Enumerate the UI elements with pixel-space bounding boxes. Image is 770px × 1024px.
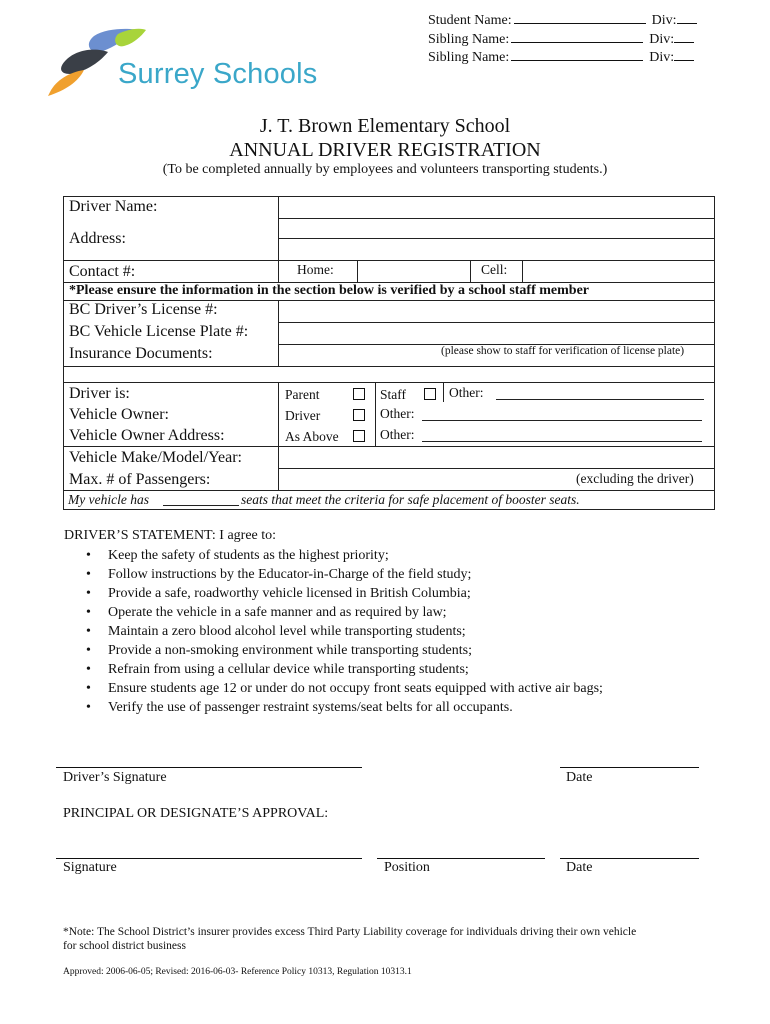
make-model-label: Vehicle Make/Model/Year: bbox=[69, 449, 242, 466]
sibling-name-label: Sibling Name: bbox=[428, 32, 510, 47]
home-label: Home: bbox=[297, 262, 334, 277]
registration-table bbox=[63, 196, 715, 510]
driver-name-label: Driver Name: bbox=[69, 198, 158, 215]
driver-date-label: Date bbox=[566, 770, 593, 785]
position-label: Position bbox=[384, 860, 430, 875]
as-above-checkbox[interactable] bbox=[353, 430, 365, 442]
statement-item: • Provide a non-smoking environment while transporting students; bbox=[86, 641, 603, 660]
verify-note: *Please ensure the information in the section below is verified by a school staff member bbox=[69, 283, 590, 298]
statement-list bbox=[86, 546, 603, 717]
staff-label: Staff bbox=[380, 387, 406, 402]
school-name: J. T. Brown Elementary School bbox=[259, 115, 511, 137]
statement-item: • Ensure students age 12 or under do not occupy front seats equipped with active air bags; bbox=[86, 679, 603, 698]
other-owner-field[interactable] bbox=[422, 420, 702, 421]
license-label: BC Driver’s License #: bbox=[69, 301, 218, 318]
plate-label: BC Vehicle License Plate #: bbox=[69, 323, 249, 340]
driver-checkbox[interactable] bbox=[353, 409, 365, 421]
cell-label: Cell: bbox=[481, 262, 508, 277]
insurance-footnote-1: *Note: The School District’s insurer provides excess Third Party Liability coverage for individuals driving their own vehicle bbox=[63, 926, 637, 938]
approval-heading: PRINCIPAL OR DESIGNATE’S APPROVAL: bbox=[63, 806, 329, 821]
other-label-owner: Other: bbox=[380, 406, 415, 421]
div-field[interactable] bbox=[674, 31, 694, 43]
div-label: Div: bbox=[651, 13, 677, 28]
driver-option-label: Driver bbox=[285, 408, 321, 423]
div-field[interactable] bbox=[677, 12, 697, 24]
div-field[interactable] bbox=[674, 49, 694, 61]
as-above-label: As Above bbox=[285, 429, 339, 444]
statement-item: • Provide a safe, roadworthy vehicle licensed in British Columbia; bbox=[86, 584, 603, 603]
driver-date-line[interactable] bbox=[560, 767, 699, 768]
staff-checkbox[interactable] bbox=[424, 388, 436, 400]
driver-signature-label: Driver’s Signature bbox=[63, 770, 167, 785]
other-driver-field[interactable] bbox=[496, 399, 704, 400]
student-name-row bbox=[428, 12, 697, 29]
statement-item: • Follow instructions by the Educator-in-Charge of the field study; bbox=[86, 565, 603, 584]
logo-text: Surrey Schools bbox=[118, 58, 318, 90]
principal-signature-label: Signature bbox=[63, 860, 117, 875]
contact-label: Contact #: bbox=[69, 263, 136, 280]
principal-signature-line[interactable] bbox=[56, 858, 362, 859]
vehicle-owner-address-label: Vehicle Owner Address: bbox=[69, 427, 225, 444]
statement-item: • Keep the safety of students as the highest priority; bbox=[86, 546, 603, 565]
statement-item: • Verify the use of passenger restraint systems/seat belts for all occupants. bbox=[86, 698, 603, 717]
parent-label: Parent bbox=[285, 387, 320, 402]
parent-checkbox[interactable] bbox=[353, 388, 365, 400]
form-subtitle: (To be completed annually by employees and volunteers transporting students.) bbox=[162, 162, 608, 177]
statement-heading: DRIVER’S STATEMENT: I agree to: bbox=[64, 528, 277, 543]
insurance-note: (please show to staff for verification of license plate) bbox=[441, 345, 685, 357]
sibling-name-field[interactable] bbox=[511, 49, 643, 61]
sibling-name-row-1 bbox=[428, 31, 694, 48]
driver-is-label: Driver is: bbox=[69, 385, 130, 402]
other-address-field[interactable] bbox=[422, 441, 702, 442]
booster-count-field[interactable] bbox=[163, 505, 239, 506]
student-name-label: Student Name: bbox=[428, 13, 512, 28]
insurance-footnote-2: for school district business bbox=[63, 940, 186, 952]
principal-date-label: Date bbox=[566, 860, 593, 875]
statement-item: • Operate the vehicle in a safe manner and as required by law; bbox=[86, 603, 603, 622]
statement-item: • Maintain a zero blood alcohol level while transporting students; bbox=[86, 622, 603, 641]
sibling-name-field[interactable] bbox=[511, 31, 643, 43]
insurance-label: Insurance Documents: bbox=[69, 345, 213, 362]
principal-date-line[interactable] bbox=[560, 858, 699, 859]
other-label-driver: Other: bbox=[449, 385, 484, 400]
sibling-name-row-2 bbox=[428, 49, 694, 66]
form-title: ANNUAL DRIVER REGISTRATION bbox=[229, 139, 541, 161]
booster-text-b: seats that meet the criteria for safe placement of booster seats. bbox=[241, 492, 580, 507]
statement-item: • Refrain from using a cellular device while transporting students; bbox=[86, 660, 603, 679]
excluding-note: (excluding the driver) bbox=[576, 471, 694, 486]
div-label: Div: bbox=[649, 50, 675, 65]
vehicle-owner-label: Vehicle Owner: bbox=[69, 406, 169, 423]
address-label: Address: bbox=[69, 230, 126, 247]
max-passengers-label: Max. # of Passengers: bbox=[69, 471, 211, 488]
approval-footnote: Approved: 2006-06-05; Revised: 2016-06-03- Reference Policy 10313, Regulation 10313.1 bbox=[63, 967, 412, 977]
driver-signature-line[interactable] bbox=[56, 767, 362, 768]
sibling-name-label: Sibling Name: bbox=[428, 50, 510, 65]
div-label: Div: bbox=[649, 32, 675, 47]
position-line[interactable] bbox=[377, 858, 545, 859]
booster-text-a: My vehicle has bbox=[68, 492, 149, 507]
student-name-field[interactable] bbox=[514, 12, 646, 24]
other-label-address: Other: bbox=[380, 427, 415, 442]
